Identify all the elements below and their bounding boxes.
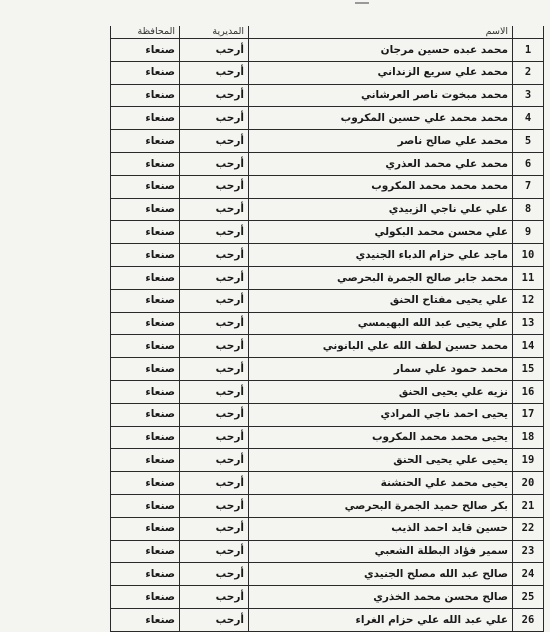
row-name: يحيى محمد محمد المكروب <box>249 426 513 449</box>
table-row <box>111 449 544 472</box>
row-district: أرحب <box>180 266 249 289</box>
row-number: 20 <box>513 472 544 495</box>
table-row <box>111 84 544 107</box>
row-name: يحيى محمد علي الحنشنة <box>249 472 513 495</box>
row-governorate: صنعاء <box>111 586 180 609</box>
row-governorate: صنعاء <box>111 39 180 62</box>
row-governorate: صنعاء <box>111 517 180 540</box>
row-governorate: صنعاء <box>111 244 180 267</box>
row-governorate: صنعاء <box>111 563 180 586</box>
row-district: أرحب <box>180 152 249 175</box>
row-district: أرحب <box>180 221 249 244</box>
row-governorate: صنعاء <box>111 198 180 221</box>
table-row <box>111 426 544 449</box>
table-row <box>111 244 544 267</box>
row-name: نزيه علي يحيى الحنق <box>249 380 513 403</box>
row-number: 17 <box>513 403 544 426</box>
row-district: أرحب <box>180 130 249 153</box>
row-name: يحيى علي يحيى الحنق <box>249 449 513 472</box>
names-table <box>110 26 544 632</box>
row-name: محمد محمد محمد المكروب <box>249 175 513 198</box>
row-number: 22 <box>513 517 544 540</box>
table-row <box>111 358 544 381</box>
row-district: أرحب <box>180 608 249 631</box>
row-name: علي علي ناجي الزبيدي <box>249 198 513 221</box>
row-number: 4 <box>513 107 544 130</box>
table-row <box>111 266 544 289</box>
row-governorate: صنعاء <box>111 312 180 335</box>
row-governorate: صنعاء <box>111 494 180 517</box>
row-name: حسين قايد احمد الذيب <box>249 517 513 540</box>
header-name: الاسم <box>249 26 513 39</box>
header-district: المديرية <box>180 26 249 39</box>
row-governorate: صنعاء <box>111 472 180 495</box>
row-governorate: صنعاء <box>111 266 180 289</box>
table-row <box>111 472 544 495</box>
row-name: بكر صالح حميد الجمرة البحرصي <box>249 494 513 517</box>
row-governorate: صنعاء <box>111 152 180 175</box>
row-name: محمد علي صالح ناصر <box>249 130 513 153</box>
row-number: 9 <box>513 221 544 244</box>
row-name: علي يحيى عبد الله البهيمسي <box>249 312 513 335</box>
row-number: 10 <box>513 244 544 267</box>
row-governorate: صنعاء <box>111 61 180 84</box>
row-name: علي عبد الله علي حزام الغراء <box>249 608 513 631</box>
row-number: 25 <box>513 586 544 609</box>
row-district: أرحب <box>180 335 249 358</box>
row-name: محمد حمود علي سمار <box>249 358 513 381</box>
table-row <box>111 198 544 221</box>
row-district: أرحب <box>180 563 249 586</box>
row-name: صالح عبد الله مصلح الجنيدي <box>249 563 513 586</box>
row-number: 13 <box>513 312 544 335</box>
header-number <box>513 26 544 39</box>
table-row <box>111 563 544 586</box>
row-district: أرحب <box>180 494 249 517</box>
row-number: 23 <box>513 540 544 563</box>
row-number: 15 <box>513 358 544 381</box>
row-governorate: صنعاء <box>111 175 180 198</box>
row-number: 3 <box>513 84 544 107</box>
table-row <box>111 39 544 62</box>
row-number: 8 <box>513 198 544 221</box>
row-district: أرحب <box>180 289 249 312</box>
row-number: 5 <box>513 130 544 153</box>
row-name: محمد عبده حسين مرجان <box>249 39 513 62</box>
row-governorate: صنعاء <box>111 107 180 130</box>
row-number: 12 <box>513 289 544 312</box>
header-governorate: المحافظة <box>111 26 180 39</box>
table-row <box>111 312 544 335</box>
row-district: أرحب <box>180 586 249 609</box>
table-row <box>111 494 544 517</box>
row-district: أرحب <box>180 540 249 563</box>
row-governorate: صنعاء <box>111 540 180 563</box>
row-district: أرحب <box>180 517 249 540</box>
table-row <box>111 586 544 609</box>
row-number: 26 <box>513 608 544 631</box>
row-name: محمد علي محمد العذري <box>249 152 513 175</box>
table-row <box>111 175 544 198</box>
row-name: محمد جابر صالح الجمرة البحرصي <box>249 266 513 289</box>
row-number: 18 <box>513 426 544 449</box>
scan-artifact <box>355 2 369 4</box>
row-district: أرحب <box>180 39 249 62</box>
table-row <box>111 152 544 175</box>
table-row <box>111 380 544 403</box>
row-governorate: صنعاء <box>111 380 180 403</box>
row-district: أرحب <box>180 380 249 403</box>
table-header-row <box>111 26 544 39</box>
row-name: محمد علي سريع الزنداني <box>249 61 513 84</box>
row-name: علي يحيى مفتاح الحنق <box>249 289 513 312</box>
row-governorate: صنعاء <box>111 335 180 358</box>
row-district: أرحب <box>180 403 249 426</box>
row-number: 19 <box>513 449 544 472</box>
table-row <box>111 221 544 244</box>
row-number: 6 <box>513 152 544 175</box>
row-name: محمد مبخوت ناصر العرشاني <box>249 84 513 107</box>
row-district: أرحب <box>180 472 249 495</box>
row-number: 24 <box>513 563 544 586</box>
table-body <box>111 39 544 632</box>
row-name: علي محسن محمد البكولي <box>249 221 513 244</box>
row-district: أرحب <box>180 107 249 130</box>
row-district: أرحب <box>180 426 249 449</box>
row-governorate: صنعاء <box>111 130 180 153</box>
row-name: سمير فؤاد البطلة الشعبي <box>249 540 513 563</box>
row-name: صالح محسن محمد الخذري <box>249 586 513 609</box>
row-district: أرحب <box>180 84 249 107</box>
row-name: محمد محمد علي حسين المكروب <box>249 107 513 130</box>
row-name: يحيى احمد ناجي المرادي <box>249 403 513 426</box>
row-governorate: صنعاء <box>111 289 180 312</box>
row-number: 1 <box>513 39 544 62</box>
row-number: 11 <box>513 266 544 289</box>
row-name: محمد حسين لطف الله علي البانوني <box>249 335 513 358</box>
row-governorate: صنعاء <box>111 221 180 244</box>
table-row <box>111 107 544 130</box>
table-row <box>111 403 544 426</box>
table-row <box>111 289 544 312</box>
row-number: 21 <box>513 494 544 517</box>
row-district: أرحب <box>180 449 249 472</box>
row-number: 14 <box>513 335 544 358</box>
row-district: أرحب <box>180 244 249 267</box>
row-number: 2 <box>513 61 544 84</box>
row-district: أرحب <box>180 358 249 381</box>
table-row <box>111 517 544 540</box>
table-row <box>111 335 544 358</box>
row-district: أرحب <box>180 312 249 335</box>
row-district: أرحب <box>180 175 249 198</box>
row-governorate: صنعاء <box>111 84 180 107</box>
row-number: 7 <box>513 175 544 198</box>
row-governorate: صنعاء <box>111 426 180 449</box>
row-governorate: صنعاء <box>111 403 180 426</box>
row-name: ماجد علي حزام الدباء الجنيدي <box>249 244 513 267</box>
table-row <box>111 61 544 84</box>
table-row <box>111 608 544 631</box>
row-governorate: صنعاء <box>111 358 180 381</box>
row-number: 16 <box>513 380 544 403</box>
row-district: أرحب <box>180 198 249 221</box>
table-row <box>111 540 544 563</box>
row-district: أرحب <box>180 61 249 84</box>
row-governorate: صنعاء <box>111 449 180 472</box>
table-row <box>111 130 544 153</box>
row-governorate: صنعاء <box>111 608 180 631</box>
